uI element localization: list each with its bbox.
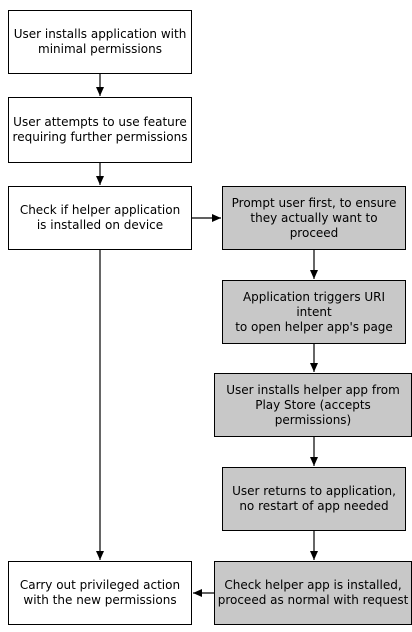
- step-uri-intent-box: Application triggers URI intent to open helper app's page: [222, 280, 406, 344]
- step-privileged-action-box: Carry out privileged action with the new permissions: [8, 561, 192, 625]
- step-check-helper-box: Check if helper application is installed on device: [8, 186, 192, 250]
- step-return-to-app-box: User returns to application, no restart of app needed: [222, 467, 406, 531]
- step-install-app-box: User installs application with minimal permissions: [8, 10, 192, 74]
- step-verify-helper-box: Check helper app is installed, proceed as normal with request: [214, 561, 412, 625]
- step-prompt-user-box: Prompt user first, to ensure they actually want to proceed: [222, 186, 406, 250]
- step-use-feature-box: User attempts to use feature requiring further permissions: [8, 97, 192, 163]
- step-install-helper-box: User installs helper app from Play Store (accepts permissions): [214, 373, 412, 437]
